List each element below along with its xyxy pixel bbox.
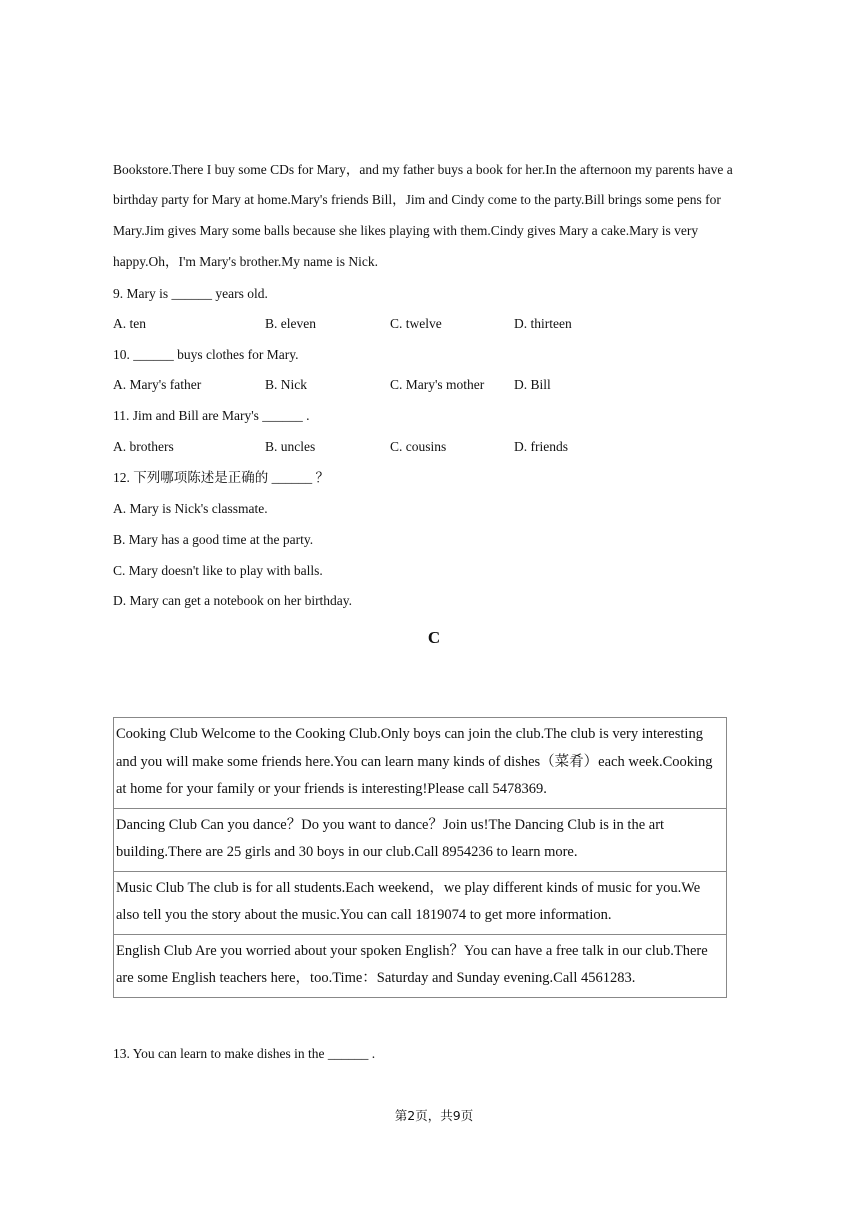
club-row-dancing: Dancing Club Can you dance？Do you want to dance？Join us!The Dancing Club is in the art building.There are 25 girls and 30 boys in our club.Call 8954236 to learn more. <box>114 809 726 872</box>
option-a: A. brothers <box>113 439 174 454</box>
question-9-options <box>113 316 713 332</box>
option-b: B. eleven <box>265 316 316 331</box>
option-b: B. Mary has a good time at the party. <box>113 532 314 547</box>
option-a: A. Mary's father <box>113 377 202 392</box>
question-12-stem: 12. 下列哪项陈述是正确的 ______ ？ <box>113 470 329 485</box>
club-row-cooking: Cooking Club Welcome to the Cooking Club.Only boys can join the club.The club is very interesting and you will make some friends here.You can learn many kinds of dishes（菜肴）each week.Cooking at home for your family or your friends is interesting!Please call 5478369. <box>114 718 726 809</box>
question-9-stem: 9. Mary is ______ years old. <box>113 286 268 301</box>
club-row-english: English Club Are you worried about your spoken English？You can have a free talk in our club.There are some English teachers here，too.Time：Saturday and Sunday evening.Call 4561283. <box>116 942 708 986</box>
question-11-options <box>113 439 713 455</box>
question-10-options <box>113 377 713 393</box>
passage-line: birthday party for Mary at home.Mary's friends Bill，Jim and Cindy come to the party.Bill brings some pens for <box>113 192 721 207</box>
passage-line: Mary.Jim gives Mary some balls because she likes playing with them.Cindy gives Mary a cake.Mary is very <box>113 223 699 238</box>
passage-line: happy.Oh，I'm Mary's brother.My name is Nick. <box>113 254 378 269</box>
question-11-stem: 11. Jim and Bill are Mary's ______ . <box>113 408 310 423</box>
option-c: C. cousins <box>390 439 447 454</box>
question-13-stem: 13. You can learn to make dishes in the ______ . <box>113 1046 376 1061</box>
section-heading: C <box>427 628 441 647</box>
option-d: D. friends <box>514 439 568 454</box>
page-number: 第2页，共9页 <box>394 1108 474 1123</box>
option-d: D. thirteen <box>514 316 572 331</box>
option-d: D. Mary can get a notebook on her birthday. <box>113 593 353 608</box>
option-c: C. Mary doesn't like to play with balls. <box>113 563 323 578</box>
passage-line: Bookstore.There I buy some CDs for Mary，and my father buys a book for her.In the afternoon my parents have a <box>113 162 733 177</box>
option-c: C. Mary's mother <box>390 377 485 392</box>
question-10-stem: 10. ______ buys clothes for Mary. <box>113 347 299 362</box>
option-c: C. twelve <box>390 316 442 331</box>
option-b: B. uncles <box>265 439 316 454</box>
option-a: A. Mary is Nick's classmate. <box>113 501 268 516</box>
option-d: D. Bill <box>514 377 551 392</box>
option-a: A. ten <box>113 316 146 331</box>
club-table <box>113 717 727 998</box>
option-b: B. Nick <box>265 377 307 392</box>
club-row-music: Music Club The club is for all students.Each weekend，we play different kinds of music for you.We also tell you the story about the music.You can call 1819074 to get more information. <box>114 872 726 935</box>
